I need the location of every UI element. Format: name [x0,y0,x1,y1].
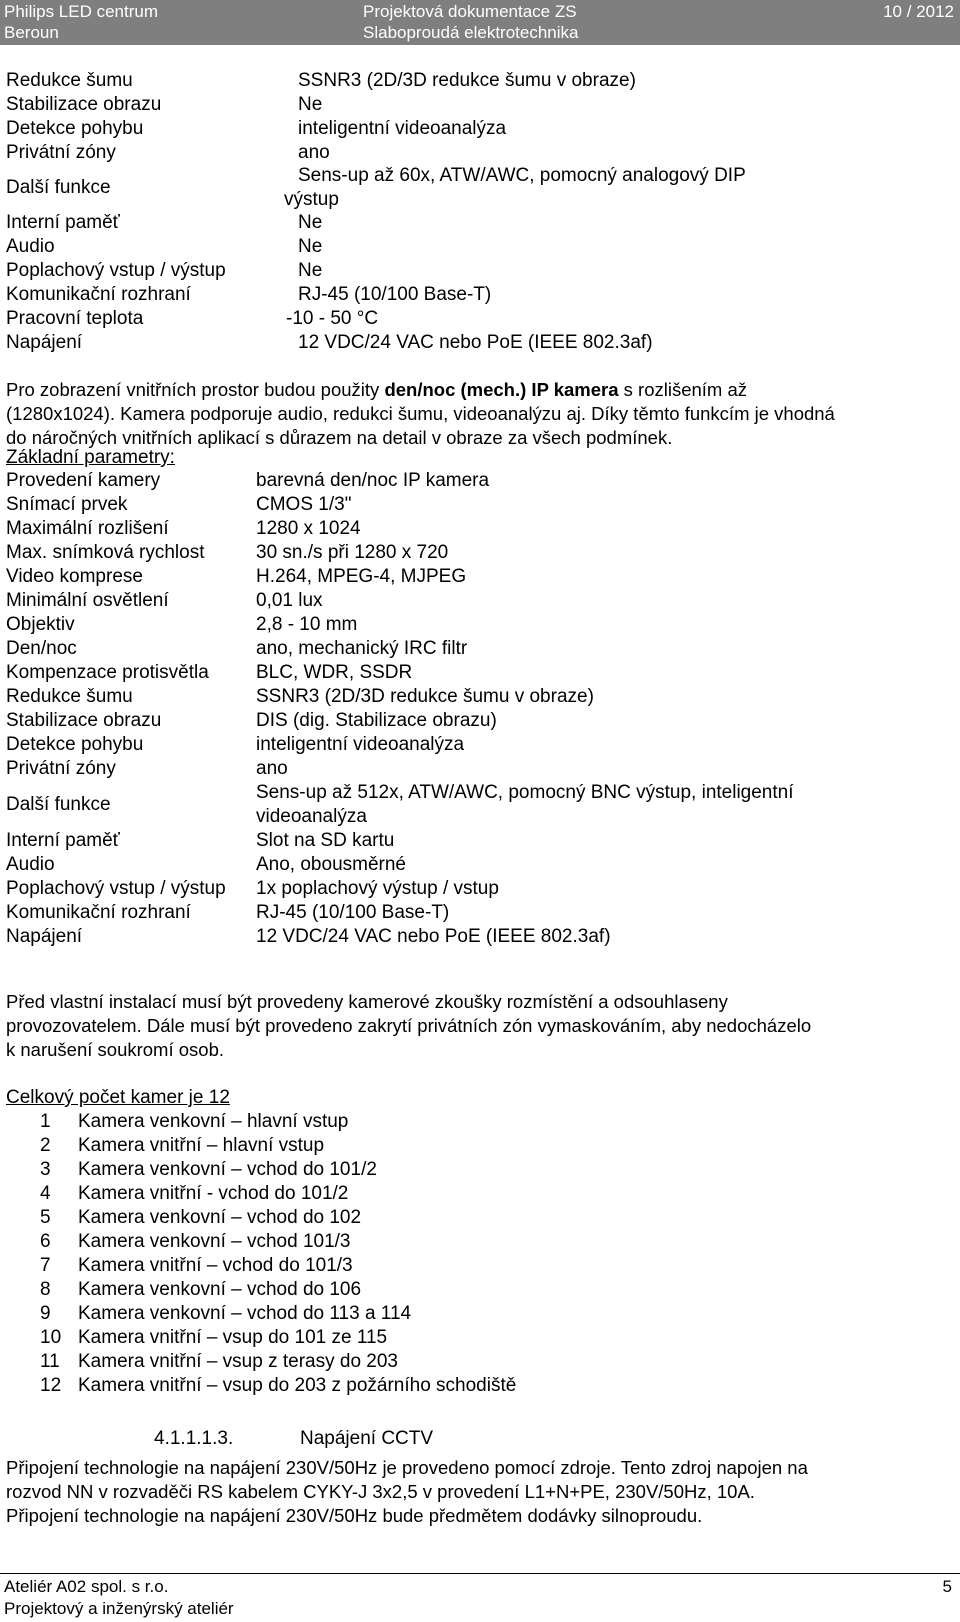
spec-label: Privátní zóny [6,142,116,163]
header-left [4,1,158,43]
header-middle [363,1,578,43]
intro-line-1 [6,378,946,402]
spec-value: SSNR3 (2D/3D redukce šumu v obraze) [256,686,594,707]
spec-label: Napájení [6,926,83,947]
list-item [40,1279,361,1301]
spec-value: ano [256,758,288,779]
spec-label: Komunikační rozhraní [6,902,191,923]
spec-label: Detekce pohybu [6,734,144,755]
spec-label: Další funkce [6,794,111,815]
spec-value: H.264, MPEG-4, MJPEG [256,566,467,587]
list-item-text: Kamera vnitřní – vsup do 101 ze 115 [78,1327,388,1348]
list-item [40,1207,361,1229]
install-line-2: provozovatelem. Dále musí být provedeno zakrytí privátních zón vymaskováním, aby nedocházelo [6,1015,812,1036]
spec-value: barevná den/noc IP kamera [256,470,490,491]
spec-label: Poplachový vstup / výstup [6,878,226,899]
install-line-3: k narušení soukromí osob. [6,1039,224,1060]
list-item [40,1183,348,1205]
list-item [40,1375,516,1397]
spec-value: RJ-45 (10/100 Base-T) [298,284,492,305]
spec-value: ano, mechanický IRC filtr [256,638,468,659]
list-item-number: 12 [40,1375,62,1396]
spec-label: Poplachový vstup / výstup [6,260,226,281]
spec-label: Maximální rozlišení [6,518,169,539]
list-item-number: 10 [40,1327,62,1348]
spec-value-continued: videoanalýza [256,806,367,827]
spec-label: Minimální osvětlení [6,590,169,611]
spec-value: SSNR3 (2D/3D redukce šumu v obraze) [298,70,636,91]
spec-label: Interní paměť [6,830,120,851]
list-item [40,1255,353,1277]
header-discipline: Slaboproudá elektrotechnika [363,23,579,42]
list-item-number: 4 [40,1183,51,1204]
spec-value: Slot na SD kartu [256,830,395,851]
spec-value: Ano, obousměrné [256,854,406,875]
spec-value: Ne [298,212,323,233]
spec-label: Další funkce [6,177,111,198]
section-line-2: rozvod NN v rozvaděči RS kabelem CYKY-J 3x2,5 v provedení L1+N+PE, 230V/50Hz, 10A. [6,1481,755,1502]
install-paragraph [6,990,946,1062]
spec-label: Audio [6,236,55,257]
section-line-1: Připojení technologie na napájení 230V/50Hz je provedeno pomocí zdroje. Tento zdroj napojen na [6,1457,808,1478]
list-item-text: Kamera vnitřní - vchod do 101/2 [78,1183,349,1204]
list-item [40,1327,387,1349]
spec-value: 30 sn./s při 1280 x 720 [256,542,449,563]
header-doc-type: Projektová dokumentace ZS [363,2,577,21]
spec-label: Napájení [6,332,83,353]
list-item-number: 6 [40,1231,51,1252]
header-company: Philips LED centrum [4,2,159,21]
section-paragraph [6,1456,946,1528]
list-item-text: Kamera venkovní – vchod do 113 a 114 [78,1303,412,1324]
spec-label: Komunikační rozhraní [6,284,191,305]
spec-label: Redukce šumu [6,686,133,707]
intro-line-3: do náročných vnitřních aplikací s důrazem na detail v obraze za všech podmínek. [6,427,673,448]
spec-label: Privátní zóny [6,758,116,779]
list-item-number: 5 [40,1207,51,1228]
list-item-text: Kamera venkovní – vchod do 101/2 [78,1159,377,1180]
header-date: 10 / 2012 [883,2,954,21]
list-item [40,1231,351,1253]
intro-text-end: s rozlišením až [618,379,748,400]
intro-bold-text: den/noc (mech.) IP kamera [384,379,619,400]
spec-value: Ne [298,260,323,281]
camera-count-heading: Celkový počet kamer je 12 [6,1087,230,1108]
list-item [40,1159,377,1181]
list-item [40,1111,348,1133]
spec-value: Sens-up až 512x, ATW/AWC, pomocný BNC výstup, inteligentní [256,782,794,803]
spec-value: ano [298,142,330,163]
list-item-number: 3 [40,1159,51,1180]
page-header [0,0,960,45]
list-item-text: Kamera vnitřní – vchod do 101/3 [78,1255,353,1276]
section-line-3: Připojení technologie na napájení 230V/50Hz bude předmětem dodávky silnoproudu. [6,1505,703,1526]
install-line-1: Před vlastní instalací musí být provedeny kamerové zkoušky rozmístění a odsouhlaseny [6,991,728,1012]
spec-value: -10 - 50 °C [286,308,379,329]
list-item [40,1135,324,1157]
list-item-text: Kamera vnitřní – vsup do 203 z požárního schodiště [78,1375,517,1396]
spec-label: Video komprese [6,566,143,587]
spec-label: Audio [6,854,55,875]
footer-company: Ateliér A02 spol. s r.o. [4,1577,169,1596]
list-item-number: 1 [40,1111,51,1132]
spec-value: 0,01 lux [256,590,323,611]
spec-value: DIS (dig. Stabilizace obrazu) [256,710,497,731]
spec-label: Stabilizace obrazu [6,710,162,731]
spec-label: Kompenzace protisvětla [6,662,209,683]
spec-label: Stabilizace obrazu [6,94,162,115]
spec-value: inteligentní videoanalýza [298,118,507,139]
spec-value: Sens-up až 60x, ATW/AWC, pomocný analogový DIP [298,165,746,186]
spec-label: Pracovní teplota [6,308,144,329]
spec-value: RJ-45 (10/100 Base-T) [256,902,450,923]
spec-label: Snímací prvek [6,494,128,515]
spec-value: 12 VDC/24 VAC nebo PoE (IEEE 802.3af) [256,926,611,947]
list-item-text: Kamera venkovní – vchod do 102 [78,1207,362,1228]
intro-line-2: (1280x1024). Kamera podporuje audio, redukci šumu, videoanalýzu aj. Díky těmto funkcím je vhodná [6,403,835,424]
params-heading: Základní parametry: [6,447,175,468]
list-item-text: Kamera vnitřní – hlavní vstup [78,1135,325,1156]
header-location: Beroun [4,23,59,42]
footer-subtitle: Projektový a inženýrský ateliér [4,1599,234,1618]
spec-value: Ne [298,94,323,115]
list-item [40,1351,398,1373]
list-item-number: 8 [40,1279,51,1300]
list-item-text: Kamera venkovní – vchod 101/3 [78,1231,351,1252]
intro-text: Pro zobrazení vnitřních prostor budou použity [6,379,385,400]
list-item-text: Kamera venkovní – vchod do 106 [78,1279,362,1300]
spec-value: 12 VDC/24 VAC nebo PoE (IEEE 802.3af) [298,332,653,353]
spec-label: Den/noc [6,638,77,659]
spec-value: 1x poplachový výstup / vstup [256,878,499,899]
list-item-number: 9 [40,1303,51,1324]
list-item-text: Kamera vnitřní – vsup z terasy do 203 [78,1351,398,1372]
list-item-number: 2 [40,1135,51,1156]
section-number: 4.1.1.1.3. [154,1428,234,1449]
spec-label: Interní paměť [6,212,120,233]
spec-value: BLC, WDR, SSDR [256,662,413,683]
spec-value-continued: výstup [284,189,339,210]
spec-value: CMOS 1/3" [256,494,352,515]
intro-paragraph [6,378,946,450]
spec-label: Redukce šumu [6,70,133,91]
list-item-number: 11 [40,1351,60,1372]
spec-value: Ne [298,236,323,257]
page-number: 5 [942,1577,952,1596]
list-item [40,1303,411,1325]
spec-value: inteligentní videoanalýza [256,734,465,755]
spec-label: Max. snímková rychlost [6,542,205,563]
section-title: Napájení CCTV [300,1428,434,1449]
spec-label: Provedení kamery [6,470,161,491]
spec-label: Detekce pohybu [6,118,144,139]
spec-value: 2,8 - 10 mm [256,614,358,635]
list-item-number: 7 [40,1255,51,1276]
spec-value: 1280 x 1024 [256,518,361,539]
footer-divider [0,1573,960,1574]
spec-label: Objektiv [6,614,75,635]
list-item-text: Kamera venkovní – hlavní vstup [78,1111,349,1132]
